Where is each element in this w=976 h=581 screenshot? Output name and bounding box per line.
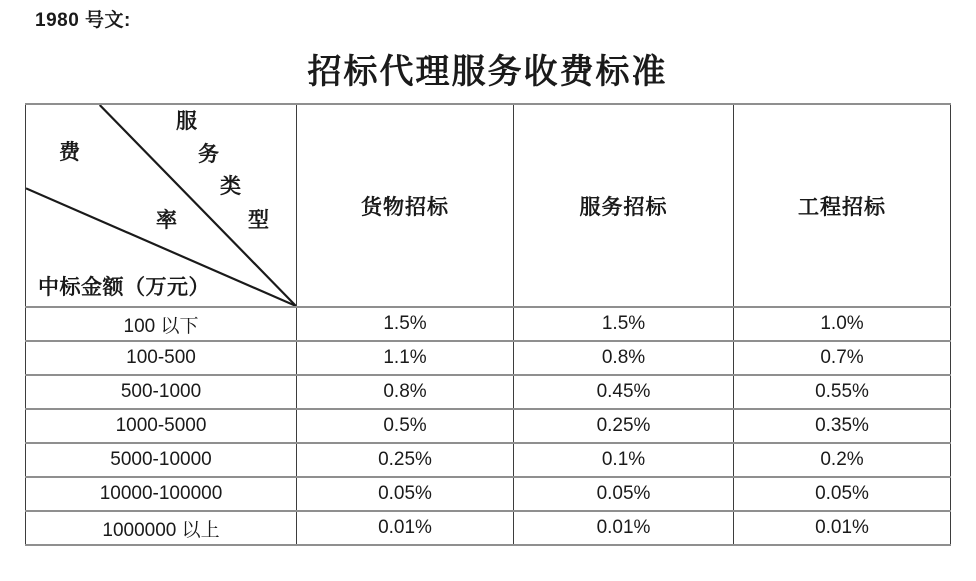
table-row (26, 511, 951, 545)
rate-cell: 0.7% (734, 341, 951, 375)
corner-service-type-char: 类 (220, 174, 241, 198)
row-label: 500-1000 (26, 375, 297, 409)
column-header-service: 服务招标 (514, 104, 734, 307)
rate-cell: 0.25% (297, 443, 514, 477)
doc-number-label: 1980 号文: (35, 10, 131, 31)
column-header-engineering: 工程招标 (734, 104, 951, 307)
corner-service-type-char: 务 (198, 142, 219, 166)
diagonal-header-cell (26, 104, 297, 307)
corner-service-type-char: 服 (176, 109, 197, 133)
table-row (26, 375, 951, 409)
corner-amount-label: 中标金额（万元） (38, 275, 210, 299)
rate-cell: 0.5% (297, 409, 514, 443)
column-header-goods: 货物招标 (297, 104, 514, 307)
row-label: 100-500 (26, 341, 297, 375)
rate-cell: 0.35% (734, 409, 951, 443)
rate-cell: 0.25% (514, 409, 734, 443)
table-row (26, 477, 951, 511)
row-label: 10000-100000 (26, 477, 297, 511)
rate-cell: 0.05% (514, 477, 734, 511)
rate-cell: 0.8% (297, 375, 514, 409)
table-row (26, 341, 951, 375)
rate-cell: 0.45% (514, 375, 734, 409)
rate-cell: 0.01% (734, 511, 951, 545)
rate-cell: 1.0% (734, 307, 951, 341)
rate-cell: 0.01% (297, 511, 514, 545)
table-row (26, 409, 951, 443)
rate-cell: 0.55% (734, 375, 951, 409)
rate-cell: 1.5% (514, 307, 734, 341)
table-header-row (26, 104, 951, 307)
rate-cell: 1.1% (297, 341, 514, 375)
table-row (26, 307, 951, 341)
row-label: 100 以下 (26, 307, 297, 341)
rate-cell: 0.2% (734, 443, 951, 477)
page-title: 招标代理服务收费标准 (307, 54, 668, 91)
corner-rate-char: 率 (156, 208, 177, 232)
rate-cell: 1.5% (297, 307, 514, 341)
table-row (26, 443, 951, 477)
row-label: 1000000 以上 (26, 511, 297, 545)
rate-cell: 0.05% (297, 477, 514, 511)
rate-cell: 0.05% (734, 477, 951, 511)
corner-fee-char: 费 (59, 140, 80, 164)
rate-cell: 0.1% (514, 443, 734, 477)
rate-cell: 0.01% (514, 511, 734, 545)
corner-service-type-char: 型 (248, 208, 269, 232)
row-label: 5000-10000 (26, 443, 297, 477)
rate-cell: 0.8% (514, 341, 734, 375)
row-label: 1000-5000 (26, 409, 297, 443)
fee-table (25, 103, 951, 546)
